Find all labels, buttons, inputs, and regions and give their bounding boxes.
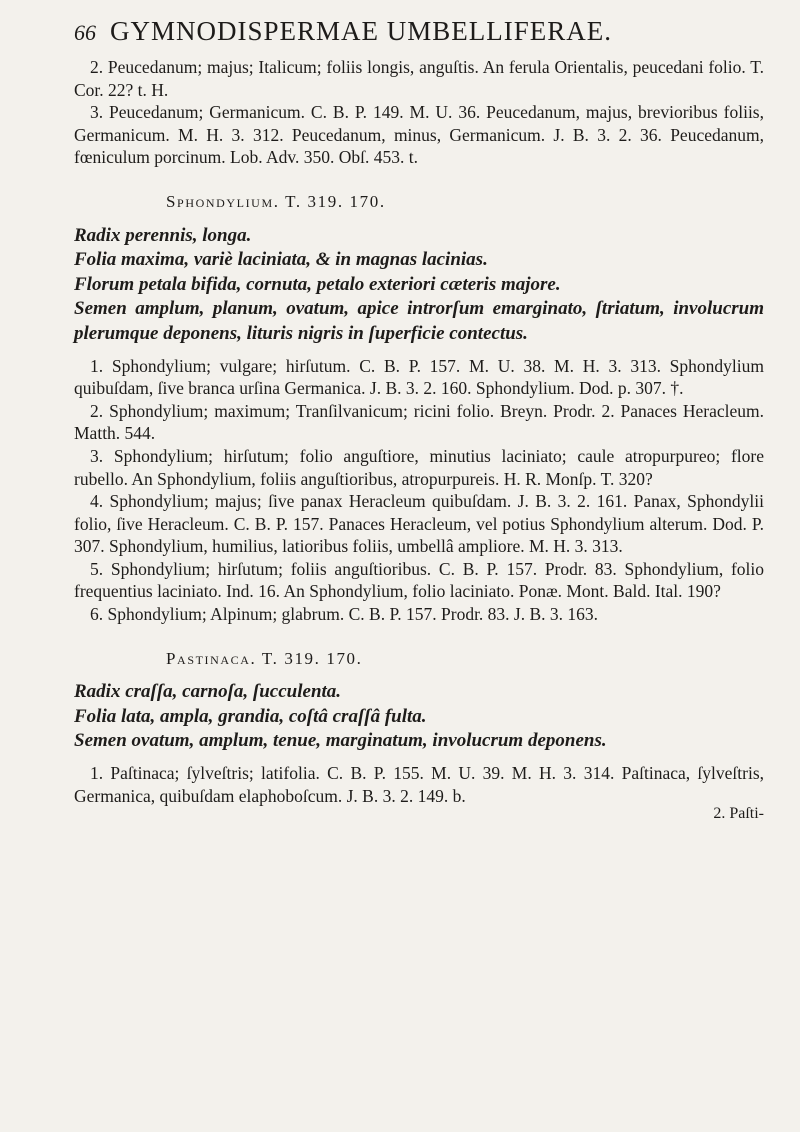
sphondylium-folia: Folia maxima, variè laciniata, & in magnas lacinias. [74, 249, 488, 271]
sphondylium-entry-4: 4. Sphondylium; majus; ſive panax Heracleum quibuſdam. J. B. 3. 2. 161. Panax, Sphondylii folio, ſive Heracleum. C. B. P. 157. Panaces Heracleum, vel potius Sphondylium alterum. Dod. P. 307. Sphondylium, humilius, latioribus foliis, umbellâ ampliore. M. H. 3. 313. [74, 491, 764, 557]
sphondylium-florum: Florum petala bifida, cornuta, petalo exteriori cæteris majore. [74, 273, 561, 295]
sphondylium-entry-3: 3. Sphondylium; hirſutum; folio anguſtiore, minutius laciniato; caule atropurpureo; flore rubello. An Sphondylium, foliis anguſtioribus, atropurpureis. H. R. Monſp. T. 320? [74, 445, 764, 489]
sphondylium-entry-2: 2. Sphondylium; maximum; Tranſilvanicum; ricini folio. Breyn. Prodr. 2. Panaces Heracleum. Matth. 544. [74, 400, 764, 444]
sphondylium-semen: Semen amplum, planum, ovatum, apice introrſum emarginato, ſtriatum, involucrum plerumque deponens, lituris nigris in ſuperficie contectus. [74, 298, 764, 344]
genus-heading-sphondylium: Sphondylium. T. 319. 170. [166, 191, 386, 211]
genus-heading-pastinaca: Pastinaca. T. 319. 170. [166, 648, 363, 668]
peucedanum-entry-2: 2. Peucedanum; majus; Italicum; foliis longis, anguſtis. An ferula Orientalis, peucedani folio. T. Cor. 22? t. H. [74, 57, 764, 100]
pastinaca-folia: Folia lata, ampla, grandia, coſtâ craſſâ fulta. [74, 705, 427, 727]
sphondylium-entry-6: 6. Sphondylium; Alpinum; glabrum. C. B. P. 157. Prodr. 83. J. B. 3. 163. [90, 604, 599, 625]
sphondylium-entry-5: 5. Sphondylium; hirſutum; foliis anguſtioribus. C. B. P. 157. Prodr. 83. Sphondylium, folio frequentius laciniato. Ind. 16. An Sphondylium, folio laciniato. Ponæ. Mont. Bald. Ital. 190? [74, 558, 764, 602]
catchword: 2. Paſti- [713, 805, 764, 823]
peucedanum-entry-3: 3. Peucedanum; Germanicum. C. B. P. 149. M. U. 36. Peucedanum, majus, brevioribus foliis, Germanicum. M. H. 3. 312. Peucedanum, minus, Germanicum. J. B. 3. 2. 36. Peucedanum, fœniculum porcinum. Lob. Adv. 350. Obſ. 453. t. [74, 102, 764, 168]
pastinaca-entry-1: 1. Paſtinaca; ſylveſtris; latifolia. C. B. P. 155. M. U. 39. M. H. 3. 314. Paſtinaca, ſylveſtris, Germanica, quibuſdam elaphoboſcum. J. B. 3. 2. 149. b. [74, 763, 764, 806]
sphondylium-entry-1: 1. Sphondylium; vulgare; hirſutum. C. B. P. 157. M. U. 38. M. H. 3. 313. Sphondylium quibuſdam, ſive branca urſina Germanica. J. B. 3. 2. 160. Sphondylium. Dod. p. 307. †. [74, 355, 764, 399]
page-number: 66 [74, 20, 96, 45]
sphondylium-radix: Radix perennis, longa. [74, 224, 252, 246]
page-body [74, 56, 764, 826]
page-header [74, 16, 760, 52]
pastinaca-radix: Radix craſſa, carnoſa, ſucculenta. [74, 681, 342, 703]
pastinaca-semen: Semen ovatum, amplum, tenue, marginatum, involucrum deponens. [74, 730, 607, 752]
running-title: GYMNODISPERMAE UMBELLIFERAE. [110, 16, 613, 46]
